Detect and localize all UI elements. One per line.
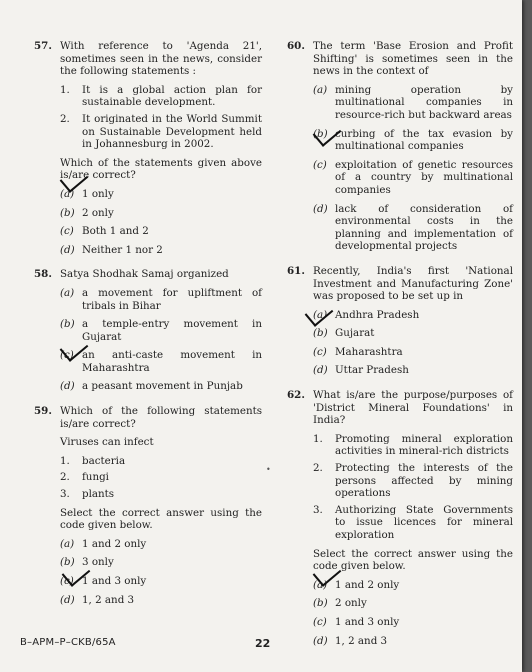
statement: 1. Promoting mineral exploration activities in mineral-rich districts — [313, 432, 513, 458]
option-c[interactable]: (c) exploitation of genetic resources of a country by multinational companies — [313, 158, 513, 196]
statement-list — [313, 433, 513, 542]
statement: 1. It is a global action plan for sustainable development. — [60, 83, 262, 109]
option-a[interactable]: (a) 1 and 2 only — [313, 578, 400, 591]
option-list — [60, 538, 262, 606]
question-62 — [287, 389, 513, 647]
question-number: 61. — [287, 264, 305, 277]
option-b[interactable]: (b) curbing of the tax evasion by multinational companies — [313, 127, 513, 153]
scan-speck: • — [266, 465, 271, 474]
statement: 3. plants — [60, 488, 115, 501]
statement: 2. fungi — [60, 471, 109, 484]
question-subtext: Viruses can infect — [60, 436, 154, 449]
question-number: 58. — [34, 268, 52, 281]
statement: 1. bacteria — [60, 454, 126, 467]
question-text: The term 'Base Erosion and Profit Shifting' is sometimes seen in the news in the context of — [313, 40, 513, 78]
question-number: 57. — [34, 40, 52, 52]
question-58 — [34, 268, 262, 393]
question-text: What is/are the purpose/purposes of 'District Mineral Foundations' in India? — [313, 389, 513, 427]
footer-booklet-code: B–APM–P–CKB/65A — [20, 637, 116, 648]
question-text: Satya Shodhak Samaj organized — [60, 268, 229, 281]
option-list — [60, 287, 262, 393]
question-text: Which of the following statements is/are correct? — [60, 405, 262, 430]
question-text: With reference to 'Agenda 21', sometimes seen in the news, consider the following statements : — [60, 40, 262, 78]
question-57 — [34, 40, 262, 256]
option-c[interactable]: (c) 1 and 3 only — [60, 575, 147, 587]
option-a[interactable]: (a) mining operation by multinational companies in resource-rich but backward areas — [313, 83, 513, 121]
option-b[interactable]: (b) Gujarat — [313, 327, 375, 340]
option-d[interactable]: (d) 1, 2 and 3 — [60, 593, 135, 606]
question-prompt: Select the correct answer using the code given below. — [60, 506, 262, 532]
option-a[interactable]: (a) 1 and 2 only — [60, 537, 147, 550]
statement-list — [60, 455, 262, 501]
option-d[interactable]: (d) lack of consideration of environmental costs in the planning and implementation of developmental projects — [313, 202, 513, 253]
option-c[interactable]: (c) Maharashtra — [313, 345, 403, 358]
option-a[interactable]: (a) a movement for upliftment of tribals in Bihar — [60, 286, 262, 312]
question-61 — [287, 265, 513, 377]
option-b[interactable]: (b) 2 only — [313, 597, 367, 610]
statement-list — [60, 84, 262, 151]
option-b[interactable]: (b) 3 only — [60, 556, 114, 569]
option-b[interactable]: (b) a temple-entry movement in Gujarat — [60, 318, 262, 343]
statement: 2. Protecting the interests of the persons affected by mining operations — [313, 462, 513, 500]
option-c[interactable]: (c) an anti-caste movement in Maharashtra — [60, 349, 262, 374]
left-column — [34, 40, 262, 618]
option-list — [60, 188, 262, 256]
question-60 — [287, 40, 513, 253]
option-d[interactable]: (d) Uttar Pradesh — [313, 364, 409, 377]
option-list — [313, 309, 513, 377]
statement: 2. It originated in the World Summit on Sustainable Development held in Johannesburg in 2002. — [60, 112, 262, 151]
option-a[interactable]: (a) 1 only — [60, 187, 114, 200]
question-prompt: Which of the statements given above is/are correct? — [60, 156, 262, 182]
question-number: 62. — [287, 389, 305, 402]
option-a[interactable]: (a) Andhra Pradesh — [313, 308, 420, 321]
option-d[interactable]: (d) 1, 2 and 3 — [313, 634, 388, 647]
option-b[interactable]: (b) 2 only — [60, 206, 114, 219]
question-text: Recently, India's first 'National Investment and Manufacturing Zone' was proposed to be set up in — [313, 264, 513, 303]
option-d[interactable]: (d) a peasant movement in Punjab — [60, 380, 243, 393]
statement: 3. Authorizing State Governments to issue licences for mineral exploration — [313, 503, 513, 541]
question-number: 60. — [287, 40, 305, 52]
question-prompt: Select the correct answer using the code given below. — [313, 547, 513, 573]
option-c[interactable]: (c) 1 and 3 only — [313, 615, 400, 628]
right-column — [287, 40, 513, 659]
option-c[interactable]: (c) Both 1 and 2 — [60, 225, 149, 238]
page-number: 22 — [255, 637, 271, 650]
question-59 — [34, 405, 262, 606]
option-list — [313, 579, 513, 647]
question-number: 59. — [34, 405, 52, 418]
option-list — [313, 84, 513, 253]
option-d[interactable]: (d) Neither 1 nor 2 — [60, 243, 163, 256]
